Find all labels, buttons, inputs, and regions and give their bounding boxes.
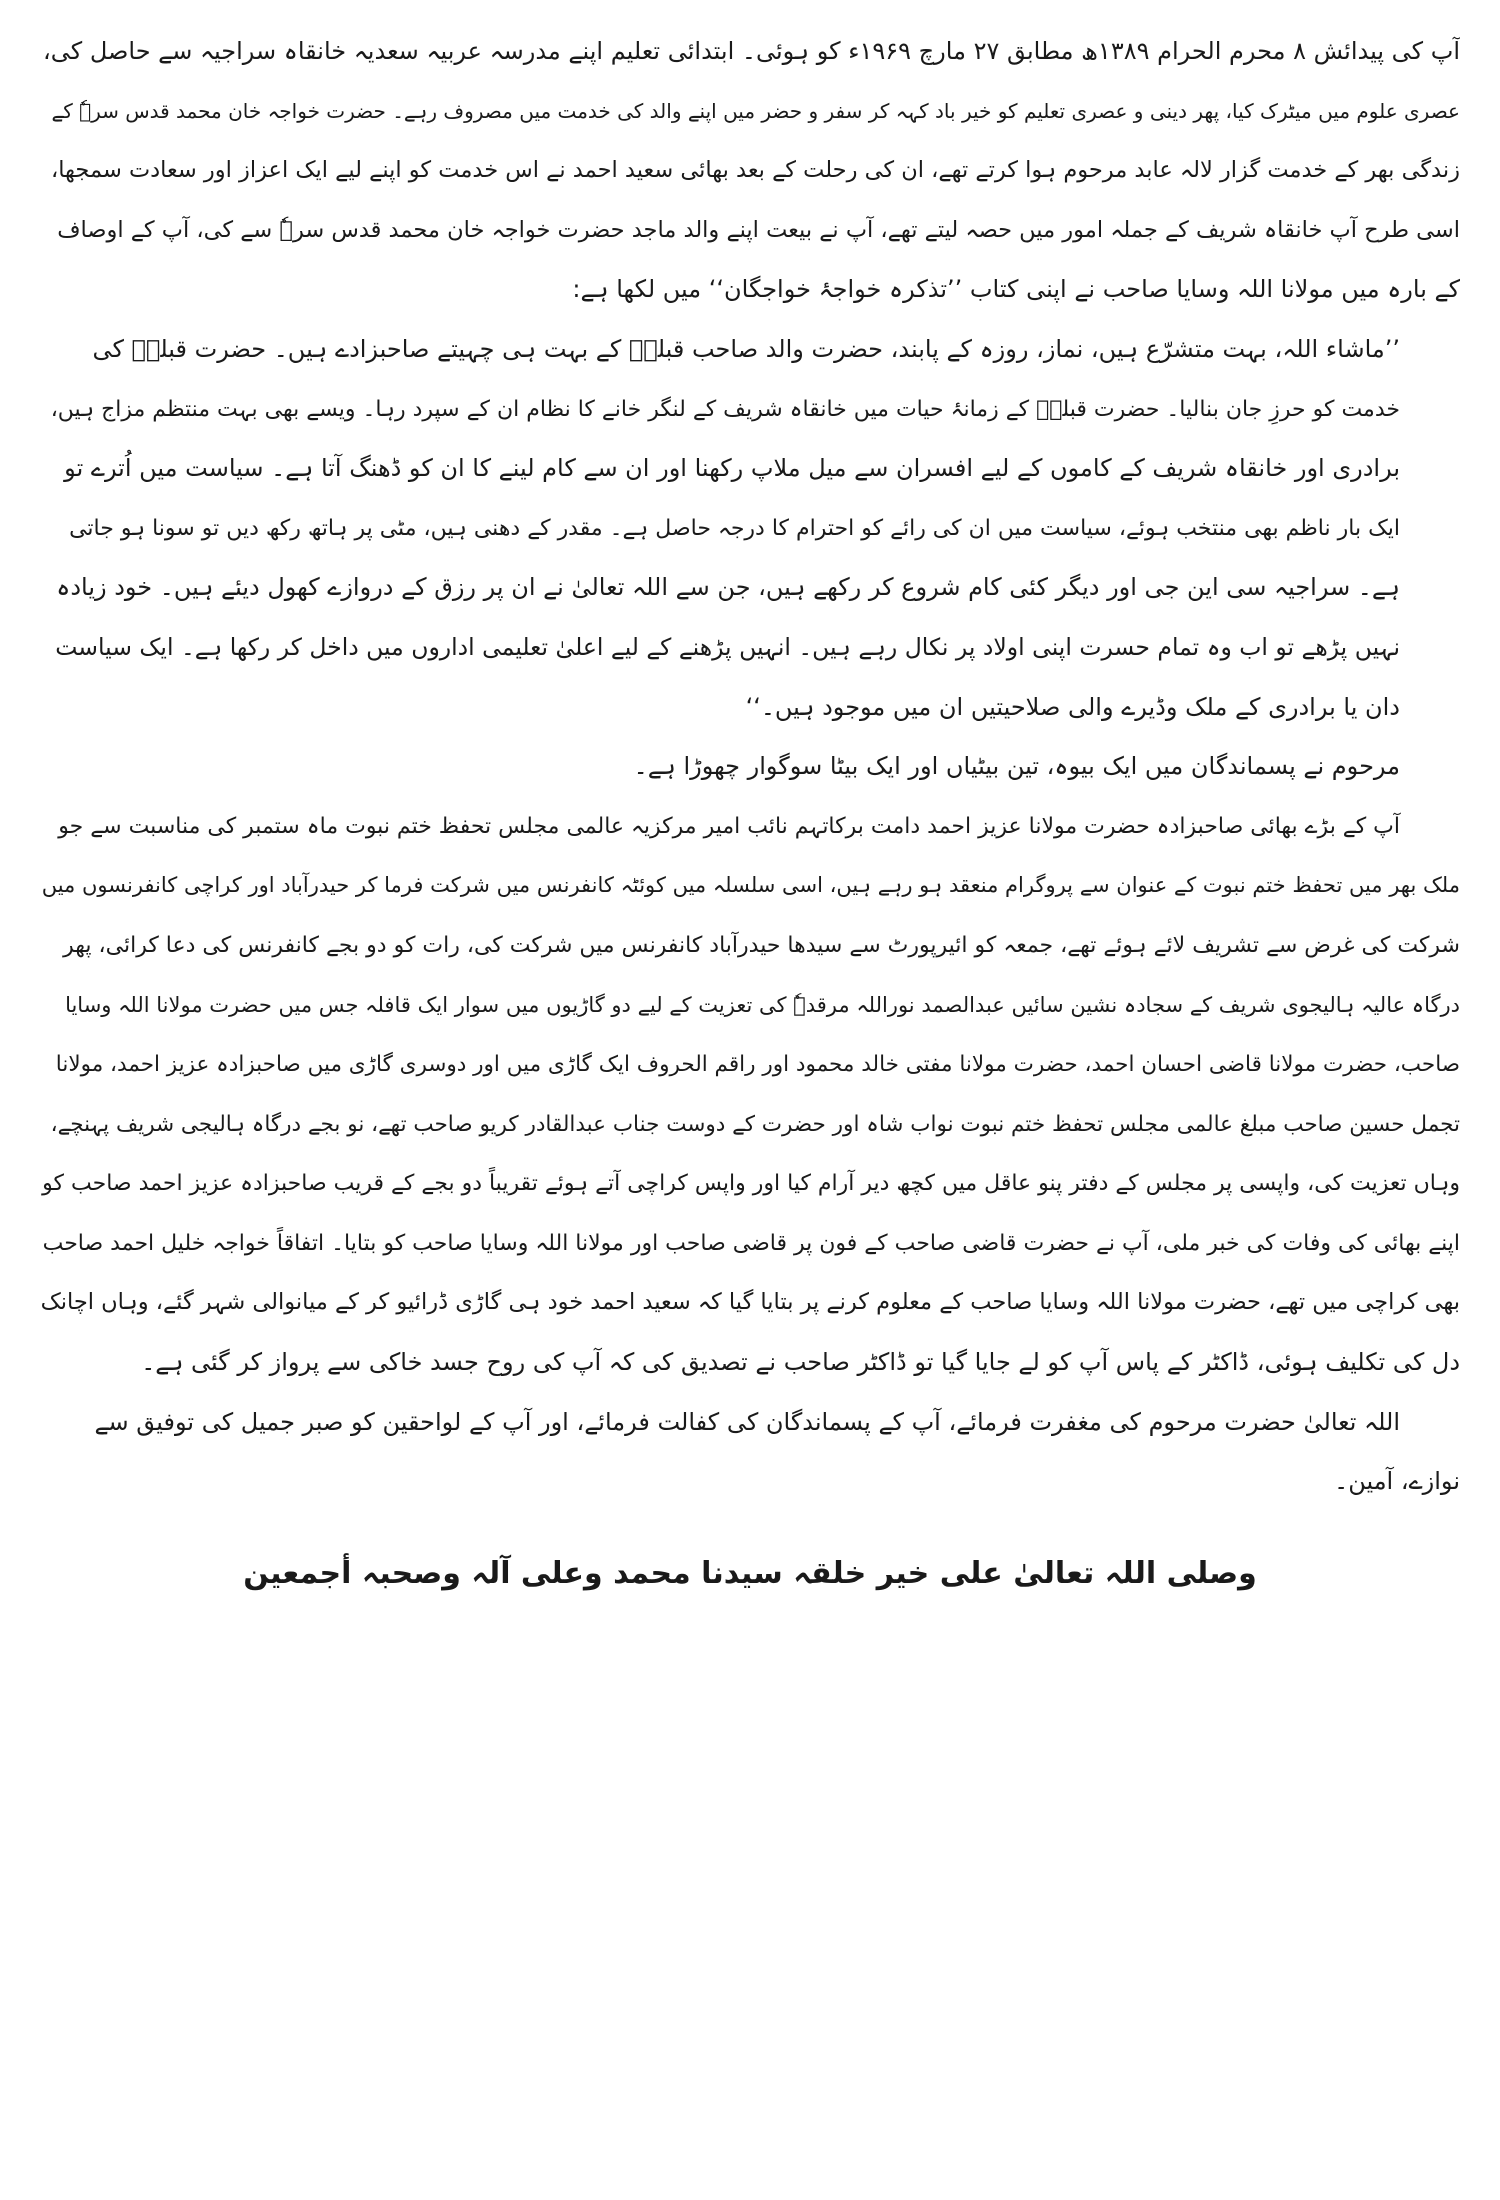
text-line: ’’ماشاء اللہ، بہت متشرّع ہیں، نماز، روزہ کے پابند، حضرت والد صاحب قبلہؒ کے بہت ہی چہیتے صاحبزادے ہیں۔ حضرت قبلہؒ کی xyxy=(92,334,1400,363)
text-line: ملک بھر میں تحفظ ختم نبوت کے عنوان سے پروگرام منعقد ہو رہے ہیں، اسی سلسلہ میں کوئٹہ کانفرنس میں شرکت فرما کر حیدرآباد اور کراچی کانفرنسوں میں xyxy=(41,873,1460,898)
text-line: دل کی تکلیف ہوئی، ڈاکٹر کے پاس آپ کو لے جایا گیا تو ڈاکٹر صاحب نے تصدیق کی کہ آپ کی روح جسد خاکی سے پرواز کر گئی ہے۔ xyxy=(141,1348,1460,1377)
text-line: اللہ تعالیٰ حضرت مرحوم کی مغفرت فرمائے، آپ کے پسماندگان کی کفالت فرمائے، اور آپ کے لواحقین کو صبر جمیل کی توفیق سے xyxy=(94,1407,1400,1436)
text-line: نہیں پڑھے تو اب وہ تمام حسرت اپنی اولاد پر نکال رہے ہیں۔ انہیں پڑھنے کے لیے اعلیٰ تعلیمی اداروں میں داخل کر رکھا ہے۔ ایک سیاست xyxy=(55,632,1400,661)
text-line: برادری اور خانقاہ شریف کے کاموں کے لیے افسران سے میل ملاپ رکھنا اور ان سے کام لینے کا ان کو ڈھنگ آتا ہے۔ سیاست میں اُترے تو xyxy=(64,454,1400,483)
document-body xyxy=(40,22,1460,1512)
text-line: کے بارہ میں مولانا اللہ وسایا صاحب نے اپنی کتاب ’’تذکرہ خواجۂ خواجگان‘‘ میں لکھا ہے: xyxy=(572,275,1460,304)
text-line: خدمت کو حرزِ جان بنالیا۔ حضرت قبلہؒ کے زمانۂ حیات میں خانقاہ شریف کے لنگر خانے کا نظام ان کے سپرد رہا۔ ویسے بھی بہت منتظم مزاج ہیں، xyxy=(50,396,1400,422)
paragraph xyxy=(40,22,1460,320)
paragraph xyxy=(40,1393,1460,1512)
text-line: عصری علوم میں میٹرک کیا، پھر دینی و عصری تعلیم کو خیر باد کہہ کر سفر و حضر میں اپنے والد کی خدمت میں مصروف رہے۔ حضرت خواجہ خان محمد قدس سرہٗ کے xyxy=(51,98,1460,123)
text-line: بھی کراچی میں تھے، حضرت مولانا اللہ وسایا صاحب کے معلوم کرنے پر بتایا گیا کہ سعید احمد خود ہی گاڑی ڈرائیو کر کے میانوالی شہر گئے، وہاں اچانک xyxy=(40,1289,1460,1316)
text-line: ایک بار ناظم بھی منتخب ہوئے، سیاست میں ان کی رائے کو احترام کا درجہ حاصل ہے۔ مقدر کے دھنی ہیں، مٹی پر ہاتھ رکھ دیں تو سونا ہو جاتی xyxy=(69,515,1400,541)
text-line: دان یا برادری کے ملک وڈیرے والی صلاحیتیں ان میں موجود ہیں۔‘‘ xyxy=(745,692,1400,721)
text-line: درگاہ عالیہ ہالیجوی شریف کے سجادہ نشین سائیں عبدالصمد نوراللہ مرقدہٗ کی تعزیت کے لیے دو گاڑیوں میں سوار ایک قافلہ جس میں حضرت مولانا اللہ وسایا xyxy=(65,992,1460,1017)
paragraph xyxy=(40,737,1460,797)
text-line: اپنے بھائی کی وفات کی خبر ملی، آپ نے حضرت قاضی صاحب کے فون پر قاضی صاحب اور مولانا اللہ وسایا صاحب کو بتایا۔ اتفاقاً خواجہ خلیل احمد صاحب xyxy=(42,1230,1460,1256)
paragraph xyxy=(40,797,1460,1393)
text-line: وہاں تعزیت کی، واپسی پر مجلس کے دفتر پنو عاقل میں کچھ دیر آرام کیا اور واپس کراچی آتے ہوئے تقریباً دو بجے کے قریب صاحبزادہ عزیز احمد صاحب کو xyxy=(42,1171,1460,1197)
text-line: نوازے، آمین۔ xyxy=(1334,1467,1460,1496)
text-line: اسی طرح آپ خانقاہ شریف کے جملہ امور میں حصہ لیتے تھے، آپ نے بیعت اپنے والد ماجد حضرت خواجہ خان محمد قدس سرہٗ سے کی، آپ کے اوصاف xyxy=(57,216,1460,243)
text-line: زندگی بھر کے خدمت گزار لالہ عابد مرحوم ہوا کرتے تھے، ان کی رحلت کے بعد بھائی سعید احمد نے اس خدمت کو اپنے لیے ایک اعزاز اور سعادت سمجھا، xyxy=(50,157,1460,184)
text-line: صاحب، حضرت مولانا قاضی احسان احمد، حضرت مولانا مفتی خالد محمود اور راقم الحروف ایک گاڑی میں اور دوسری گاڑی میں صاحبزادہ عزیز احمد، مولانا xyxy=(55,1052,1460,1078)
text-line: تجمل حسین صاحب مبلغ عالمی مجلس تحفظ ختم نبوت نواب شاہ اور حضرت کے دوست جناب عبدالقادر کریو صاحب تھے، نو بجے درگاہ ہالیجی شریف پہنچے، xyxy=(50,1111,1460,1137)
text-line: ہے۔ سراجیہ سی این جی اور دیگر کئی کام شروع کر رکھے ہیں، جن سے اللہ تعالیٰ نے ان پر رزق کے دروازے کھول دیئے ہیں۔ خود زیادہ xyxy=(56,573,1400,602)
text-line: مرحوم نے پسماندگان میں ایک بیوہ، تین بیٹیاں اور ایک بیٹا سوگوار چھوڑا ہے۔ xyxy=(633,752,1400,781)
text-line: آپ کے بڑے بھائی صاحبزادہ حضرت مولانا عزیز احمد دامت برکاتہم نائب امیر مرکزیہ عالمی مجلس تحفظ ختم نبوت ماہ ستمبر کی مناسبت سے جو xyxy=(58,813,1400,839)
document-page xyxy=(40,22,1460,2172)
quoted-passage xyxy=(40,320,1460,737)
text-line: شرکت کی غرض سے تشریف لائے ہوئے تھے، جمعہ کو ائیرپورٹ سے سیدھا حیدرآباد کانفرنس میں شرکت کی، رات کو دو بجے کانفرنس کی دعا کرائی، پھر xyxy=(63,932,1460,958)
closing-salutation: وصلی اللہ تعالیٰ علی خیر خلقہ سیدنا محمد وعلی آلہ وصحبہ أجمعین xyxy=(243,1555,1257,1591)
text-line: آپ کی پیدائش ۸ محرم الحرام ۱۳۸۹ھ مطابق ۲۷ مارچ ۱۹۶۹ء کو ہوئی۔ ابتدائی تعلیم اپنے مدرسہ عربیہ سعدیہ خانقاہ سراجیہ سے حاصل کی، xyxy=(43,37,1460,65)
